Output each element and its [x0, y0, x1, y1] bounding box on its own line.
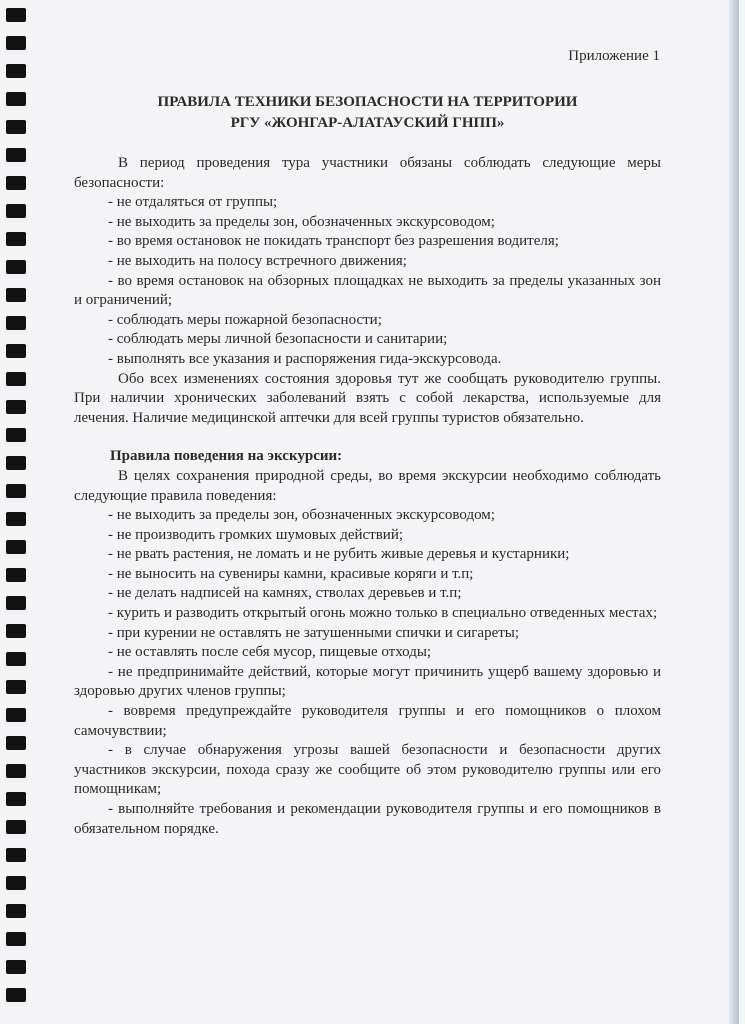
section1-intro: В период проведения тура участники обязаны соблюдать следующие меры безопасности: [74, 155, 661, 191]
binding-hole [6, 64, 26, 78]
paragraph-gap [74, 428, 661, 447]
title-line: ПРАВИЛА ТЕХНИКИ БЕЗОПАСНОСТИ НА ТЕРРИТОРИИ [157, 94, 578, 110]
binding-hole [6, 400, 26, 414]
health-note: Обо всех изменениях состояния здоровья тут же сообщать руководителю группы. При наличии хронических заболеваний взять с собой лекарства, используемые для лечения. Наличие медицинской аптечки для всей группы туристов обязательно. [74, 370, 661, 426]
list-item: - не выносить на сувениры камни, красивые коряги и т.п; [108, 565, 474, 582]
binding-hole [6, 288, 26, 302]
binding-hole [6, 512, 26, 526]
binding-hole [6, 764, 26, 778]
binding-hole [6, 484, 26, 498]
list-item: - не делать надписей на камнях, стволах деревьев и т.п; [108, 585, 462, 602]
binding-hole [6, 456, 26, 470]
list-item: - не оставлять после себя мусор, пищевые отходы; [108, 644, 432, 661]
binding-hole [6, 820, 26, 834]
binding-hole [6, 148, 26, 162]
binding-hole [6, 204, 26, 218]
binding-hole [6, 904, 26, 918]
binding-hole [6, 372, 26, 386]
list-item: - соблюдать меры пожарной безопасности; [108, 311, 382, 328]
spiral-binding [0, 0, 40, 1024]
list-item: - в случае обнаружения угрозы вашей безопасности и безопасности других участников экскурсии, похода сразу же сообщите об этом руководителю группы или его помощникам; [74, 742, 661, 798]
binding-hole [6, 848, 26, 862]
binding-hole [6, 960, 26, 974]
list-item: - выполнять все указания и распоряжения гида-экскурсовода. [108, 350, 502, 367]
binding-hole [6, 540, 26, 554]
binding-hole [6, 36, 26, 50]
binding-hole [6, 316, 26, 330]
page-edge-shadow [729, 0, 739, 1024]
list-item: - при курении не оставлять не затушенными спички и сигареты; [108, 624, 520, 641]
binding-hole [6, 596, 26, 610]
binding-hole [6, 92, 26, 106]
binding-hole [6, 568, 26, 582]
binding-hole [6, 988, 26, 1002]
list-item: - курить и разводить открытый огонь можно только в специально отведенных местах; [108, 605, 658, 622]
list-item: - вовремя предупреждайте руководителя группы и его помощников о плохом самочувствии; [74, 703, 661, 739]
binding-hole [6, 260, 26, 274]
binding-hole [6, 652, 26, 666]
section2-intro: В целях сохранения природной среды, во время экскурсии необходимо соблюдать следующие правила поведения: [74, 467, 661, 504]
list-item: - не выходить на полосу встречного движения; [108, 252, 407, 269]
document-title [60, 92, 675, 134]
list-item: - не производить громких шумовых действий; [108, 526, 404, 543]
binding-hole [6, 176, 26, 190]
binding-hole [6, 344, 26, 358]
binding-hole [6, 680, 26, 694]
binding-hole [6, 736, 26, 750]
binding-hole [6, 932, 26, 946]
section2-heading: Правила поведения на экскурсии: [110, 448, 343, 465]
list-item: - выполняйте требования и рекомендации руководителя группы и его помощников в обязательном порядке. [74, 801, 661, 837]
list-item: - не выходить за пределы зон, обозначенных экскурсоводом; [108, 507, 495, 524]
binding-hole [6, 120, 26, 134]
binding-hole [6, 8, 26, 22]
binding-hole [6, 792, 26, 806]
list-item: - соблюдать меры личной безопасности и санитарии; [108, 331, 448, 348]
binding-hole [6, 428, 26, 442]
list-item: - не выходить за пределы зон, обозначенных экскурсоводом; [108, 213, 495, 230]
list-item: - во время остановок не покидать транспорт без разрешения водителя; [108, 233, 559, 250]
binding-hole [6, 232, 26, 246]
list-item: - не предпринимайте действий, которые могут причинить ущерб вашему здоровью и здоровью других членов группы; [74, 663, 661, 700]
binding-hole [6, 708, 26, 722]
title-line: РГУ «ЖОНГАР-АЛАТАУСКИЙ ГНПП» [230, 115, 505, 131]
list-item: - не отдаляться от группы; [108, 194, 278, 211]
list-item: - во время остановок на обзорных площадках не выходить за пределы указанных зон и ограничений; [74, 272, 661, 309]
list-item: - не рвать растения, не ломать и не рубить живые деревья и кустарники; [108, 546, 570, 563]
document-body [74, 154, 661, 839]
appendix-label: Приложение 1 [568, 48, 660, 64]
binding-hole [6, 624, 26, 638]
binding-hole [6, 876, 26, 890]
